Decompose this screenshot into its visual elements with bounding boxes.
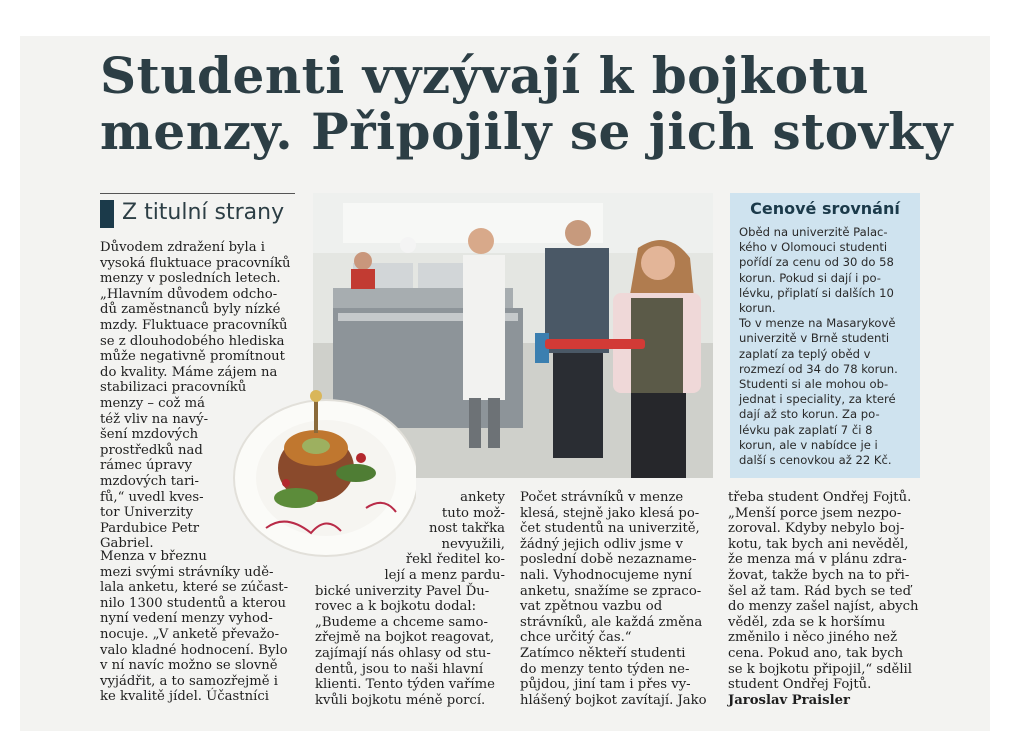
section-bar-icon <box>100 200 114 228</box>
text-line: lévku, připlatí si dalších 10 <box>739 285 894 300</box>
text-line: stabilizaci pracovníků <box>100 380 247 396</box>
text-line: další s cenovkou až 22 Kč. <box>739 453 892 468</box>
text-line: šel až tam. Rád bych se teď <box>728 583 912 599</box>
text-line: žádný jejich odliv jsme v <box>520 536 683 552</box>
text-line: Studenti si ale mohou ob- <box>739 377 889 392</box>
text-line: nyní vedení menzy vyhod- <box>100 611 273 627</box>
text-line: dentů, jsou to naši hlavní <box>315 661 484 677</box>
text-line: dů zaměstnanců byly nízké <box>100 302 281 318</box>
text-line: strávníků, ale každá změna <box>520 614 703 630</box>
text-line: nevyužili, <box>441 536 505 552</box>
text-line: změnilo i něco jiného než <box>728 630 898 646</box>
text-line: kotu, tak bych ani nevěděl, <box>728 536 909 552</box>
text-line: „Budeme a chceme samo- <box>315 614 488 630</box>
text-line: Menza v březnu <box>100 549 207 564</box>
article-column-4-body <box>728 490 920 693</box>
article-column-2 <box>315 490 505 708</box>
text-line: zajímají nás ohlasy od stu- <box>315 645 491 661</box>
text-line: se z dlouhodobého hlediska <box>100 333 285 349</box>
text-line: korun, ale v nabídce je i <box>739 437 878 452</box>
text-line: kého v Olomouci studenti <box>739 240 888 255</box>
text-line: lejí a menz pardu- <box>384 567 505 583</box>
text-line: Zatímco někteří studenti <box>520 645 686 661</box>
text-line: v ní navíc možno se slovně <box>100 658 278 674</box>
text-line: do kvality. Máme zájem na <box>100 364 278 380</box>
text-line: vat zpětnou vazbu od <box>520 599 663 615</box>
text-line: rovec a k bojkotu dodal: <box>315 599 477 615</box>
text-line: klesá, stejně jako klesá po- <box>520 505 700 521</box>
article-column-3 <box>520 490 712 708</box>
text-line: ke kvalitě jídel. Účastníci <box>100 689 269 705</box>
article-column-2-body <box>315 584 505 709</box>
text-line: menzy – což má <box>100 395 206 411</box>
text-line: že menza má v plánu zdra- <box>728 552 907 568</box>
text-line: čet studentů na univerzitě, <box>520 521 700 537</box>
text-line: hlášený bojkot zavítají. Jako <box>520 692 707 708</box>
text-line: cena. Pokud ano, tak bych <box>728 645 904 661</box>
text-line: dají až sto korun. Za po- <box>739 407 880 422</box>
headline-line-2: menzy. Připojily se jich stovky <box>100 102 953 161</box>
text-line: kvůli bojkotu méně porcí. <box>315 692 486 708</box>
text-line: jednat i speciality, za které <box>739 392 896 407</box>
text-line: fů,“ uvedl kves- <box>100 489 204 505</box>
text-line: To v menze na Masarykově <box>739 316 896 331</box>
text-line: zaplatí za teplý oběd v <box>739 346 871 361</box>
text-line: mzdy. Fluktuace pracovníků <box>100 317 288 333</box>
text-line: řekl ředitel ko- <box>405 552 505 568</box>
text-line: Gabriel. <box>100 536 154 552</box>
text-line: univerzitě v Brně studenti <box>739 331 890 346</box>
text-line: pořídí za cenu od 30 do 58 <box>739 255 894 270</box>
article-column-2-wrapped <box>315 490 505 584</box>
text-line: zřejmě na bojkot reagovat, <box>315 630 495 646</box>
article-column-4 <box>728 490 920 708</box>
text-line: valo kladné hodnocení. Bylo <box>100 642 288 658</box>
text-line: nost takřka <box>428 521 505 537</box>
author-byline: Jaroslav Praisler <box>728 692 850 708</box>
article-column-1-continued <box>100 549 289 705</box>
text-line: mezi svými strávníky udě- <box>100 564 274 580</box>
price-comparison-text <box>739 225 915 468</box>
text-line: zoroval. Kdyby nebylo boj- <box>728 521 905 537</box>
headline <box>100 48 980 160</box>
text-line: lévku pak zaplatí 7 či 8 <box>739 422 873 437</box>
section-tag <box>100 193 295 230</box>
text-line: menzy v posledních letech. <box>100 271 281 287</box>
text-line: lala anketu, které se zúčast- <box>100 580 289 596</box>
text-line: „Hlavním důvodem odcho- <box>100 286 278 302</box>
text-line: žovat, takže bych na to při- <box>728 567 910 583</box>
text-line: bické univerzity Pavel Ďu- <box>315 583 490 599</box>
text-line: tuto mož- <box>441 505 505 521</box>
text-line: tor Univerzity <box>100 505 194 521</box>
text-line: korun. <box>739 301 776 316</box>
text-line: poslední době nezazname- <box>520 552 697 568</box>
text-line: nali. Vyhodnocujeme nyní <box>520 567 692 583</box>
text-line: věděl, zda se k horšímu <box>728 614 886 630</box>
text-line: půjdou, jiní tam i přes vy- <box>520 677 691 693</box>
text-line: korun. Pokud si dají i po- <box>739 270 881 285</box>
text-line: též vliv na navý- <box>100 411 209 427</box>
price-comparison-title: Cenové srovnání <box>750 199 900 218</box>
text-line: ankety <box>460 490 505 505</box>
section-label: Z titulní strany <box>122 200 285 225</box>
text-line: „Menší porce jsem nezpo- <box>728 505 902 521</box>
text-line: Důvodem zdražení byla i <box>100 240 265 255</box>
text-line: anketu, snažíme se zpraco- <box>520 583 702 599</box>
text-line: šení mzdových <box>100 427 199 443</box>
text-line: třeba student Ondřej Fojtů. <box>728 490 912 505</box>
text-line: se k bojkotu připojil,“ sdělil <box>728 661 912 677</box>
text-line: student Ondřej Fojtů. <box>728 677 872 693</box>
text-line: nocuje. „V anketě převažo- <box>100 626 280 642</box>
text-line: nilo 1300 studentů a kterou <box>100 595 286 611</box>
text-line: prostředků nad <box>100 442 203 458</box>
text-line: mzdových tari- <box>100 473 199 489</box>
price-comparison-box <box>730 193 920 478</box>
text-line: Oběd na univerzitě Palac- <box>739 225 888 239</box>
text-line: může negativně promítnout <box>100 349 285 365</box>
text-line: Pardubice Petr <box>100 520 200 536</box>
text-line: do menzy tento týden ne- <box>520 661 690 677</box>
text-line: Počet strávníků v menze <box>520 490 684 505</box>
headline-line-1: Studenti vyzývají k bojkotu <box>100 46 870 105</box>
text-line: vysoká fluktuace pracovníků <box>100 255 291 271</box>
text-line: vyjádřit, a to samozřejmě i <box>100 673 278 689</box>
text-line: do menzy zašel najíst, abych <box>728 599 919 615</box>
text-line: rozmezí od 34 do 78 korun. <box>739 361 898 376</box>
text-line: rámec úpravy <box>100 458 193 474</box>
text-line: klienti. Tento týden vaříme <box>315 677 495 693</box>
text-line: chce určitý čas.“ <box>520 630 632 646</box>
